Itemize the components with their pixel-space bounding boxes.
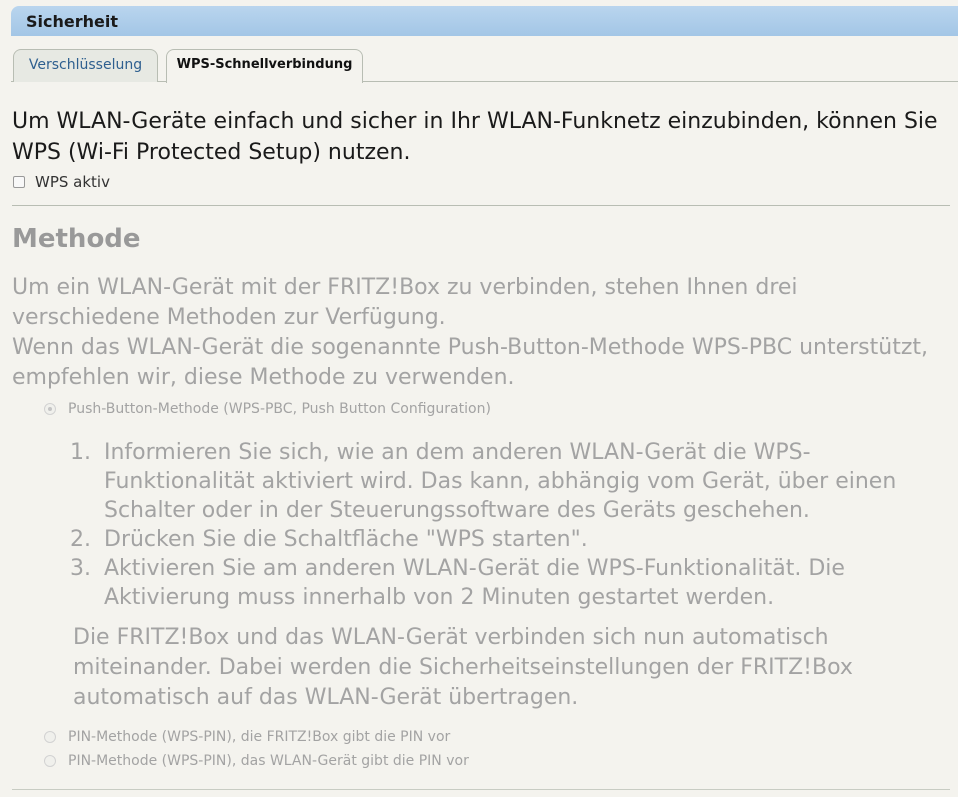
method-description-line2: Wenn das WLAN-Gerät die sogenannte Push-Button-Methode WPS-PBC unterstützt, empfehlen wir, diese Methode zu verwenden.: [12, 335, 928, 390]
step-number: 2.: [70, 527, 91, 552]
radio-pin-box[interactable]: [44, 731, 56, 743]
method-description-line1: Um ein WLAN-Gerät mit der FRITZ!Box zu verbinden, stehen Ihnen drei verschiedene Methoden zur Verfügung.: [12, 275, 798, 330]
wps-active-row[interactable]: [13, 172, 110, 192]
step-number: 1.: [70, 440, 91, 465]
section-title: Sicherheit: [26, 12, 118, 31]
option-pin-device-label[interactable]: PIN-Methode (WPS-PIN), das WLAN-Gerät gibt die PIN vor: [68, 753, 469, 769]
summary-text: Die FRITZ!Box und das WLAN-Gerät verbinden sich nun automatisch miteinander. Dabei werden die Sicherheitseinstellungen der FRITZ!Box automatisch auf das WLAN-Gerät übertragen.: [73, 625, 853, 710]
option-pbc-label[interactable]: Push-Button-Methode (WPS-PBC, Push Button Configuration): [68, 401, 491, 417]
section-header: [11, 6, 958, 36]
steps-list: [70, 438, 934, 612]
tab-wps-schnellverbindung[interactable]: WPS-Schnellverbindung: [166, 49, 363, 83]
option-pin-box[interactable]: [44, 728, 450, 746]
step-number: 3.: [70, 556, 91, 581]
tab-verschluesselung[interactable]: Verschlüsselung: [13, 49, 158, 82]
wps-active-checkbox[interactable]: [13, 176, 25, 188]
radio-pin-device[interactable]: [44, 755, 56, 767]
list-item: [70, 438, 934, 525]
bottom-divider: [12, 789, 950, 790]
method-heading: Methode: [12, 224, 141, 254]
list-item: [70, 525, 934, 554]
option-pin-device[interactable]: [44, 752, 469, 770]
step-text: Informieren Sie sich, wie an dem anderen WLAN-Gerät die WPS-Funktionalität aktiviert wird. Das kann, abhängig vom Gerät, über einen Schalter oder in der Steuerungssoftware des Geräts geschehen.: [104, 440, 897, 523]
step-text: Aktivieren Sie am anderen WLAN-Gerät die WPS-Funktionalität. Die Aktivierung muss innerhalb von 2 Minuten gestartet werden.: [104, 556, 845, 610]
option-pin-box-label[interactable]: PIN-Methode (WPS-PIN), die FRITZ!Box gibt die PIN vor: [68, 729, 451, 745]
divider: [12, 205, 950, 206]
list-item: [70, 554, 934, 612]
intro-text: Um WLAN-Geräte einfach und sicher in Ihr WLAN-Funknetz einzubinden, können Sie WPS (Wi-Fi Protected Setup) nutzen.: [12, 109, 938, 165]
radio-pbc[interactable]: [44, 403, 56, 415]
option-pbc[interactable]: [44, 400, 491, 418]
method-description: [12, 273, 950, 393]
tab-bar: [11, 36, 958, 82]
wps-active-label[interactable]: WPS aktiv: [35, 173, 110, 191]
step-text: Drücken Sie die Schaltfläche "WPS starten".: [104, 527, 588, 552]
